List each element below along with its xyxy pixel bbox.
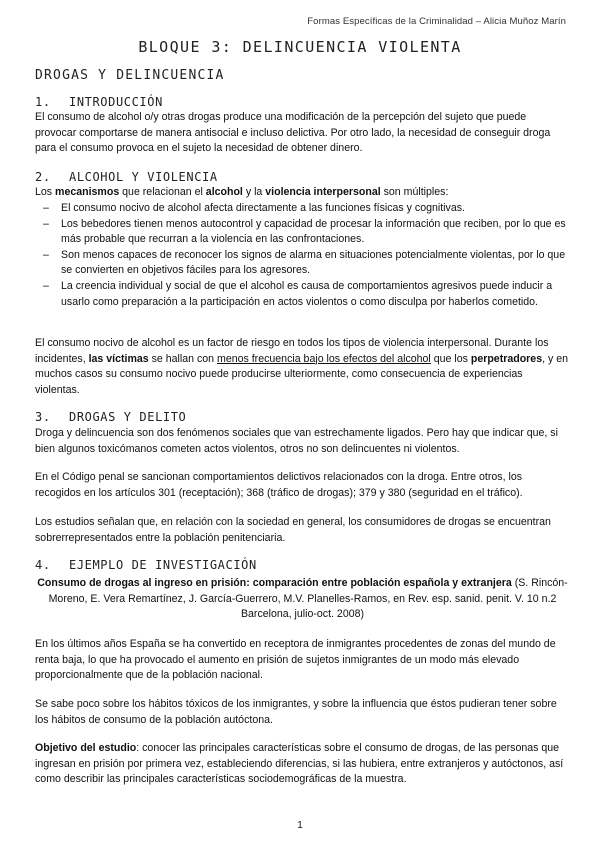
s4-paragraph-1: En los últimos años España se ha convertido en receptora de inmigrantes procedentes de zonas del mundo de renta baja, lo que ha provocado el aumento en prisión de sujetos inmigrantes de un modo más elevado proporcionalmente que de la población nacional. xyxy=(35,638,556,682)
s2-paragraph-2: El consumo nocivo de alcohol es un factor de riesgo en todos los tipos de violencia interpersonal. Durante los incidentes, las víctimas se hallan con menos frecuencia bajo los efectos del alcohol que los perpetradores, y en muchos casos su consumo nocivo puede producirse ulteriormente, como consecuencia de experiencias violentas. xyxy=(35,337,569,396)
list-item: – El consumo nocivo de alcohol afecta directamente a las funciones físicas y cognitivas. xyxy=(35,201,570,217)
section-number: 2. xyxy=(35,170,51,184)
s4-objective: Objetivo del estudio: conocer las principales características sobre el consumo de drogas, de las personas que ingresan en prisión por primera vez, estableciendo diferencias, si las hubiera, entre extranjeros y autóctonos, así como describir las principales características sociodemográficas de la muestra. xyxy=(35,742,564,786)
section-title: DROGAS Y DELITO xyxy=(69,410,187,424)
section-number: 4. xyxy=(35,558,51,572)
page-title: BLOQUE 3: DELINCUENCIA VIOLENTA xyxy=(138,38,462,56)
s2-intro: Los mecanismos que relacionan el alcohol y la violencia interpersonal son múltiples: xyxy=(35,186,449,198)
section-title: INTRODUCCIÓN xyxy=(69,95,163,109)
s3-paragraph-1: Droga y delincuencia son dos fenómenos sociales que van estrechamente ligados. Pero hay que indicar que, si bien algunos toxicómanos cometen actos violentos, otros no son delincuentes ni violentos. xyxy=(35,427,558,455)
s1-paragraph: El consumo de alcohol o/y otras drogas produce una modificación de la percepción del sujeto que puede provocar comportarse de manera antisocial e incluso delictiva. Por otro lado, la necesidad de conseguir droga para el consumo provoca en el sujeto la necesidad de obtener dinero. xyxy=(35,111,551,155)
running-header: Formas Específicas de la Criminalidad – Alicia Muñoz Marín xyxy=(307,16,566,27)
s2-list xyxy=(35,201,570,310)
list-item: – Los bebedores tienen menos autocontrol y capacidad de procesar la información que reciben, por lo que es más probable que recurran a la violencia en las confrontaciones. xyxy=(35,217,570,248)
page-number: 1 xyxy=(297,820,303,831)
section-number: 3. xyxy=(35,410,51,424)
study-reference: Consumo de drogas al ingreso en prisión: comparación entre población española y extranjera (S. Rincón-Moreno, E. Vera Remartínez, J. García-Guerrero, M.V. Planelles-Ramos, en Rev. esp. sanid. penit. V. 10 n.2 Barcelona, julio-oct. 2008) xyxy=(37,577,568,621)
section-2-heading xyxy=(35,170,218,184)
subtitle: DROGAS Y DELINCUENCIA xyxy=(35,68,225,83)
section-4-heading xyxy=(35,558,257,572)
s4-paragraph-2: Se sabe poco sobre los hábitos tóxicos de los inmigrantes, y sobre la influencia que éstos pudieran tener sobre los hábitos de consumo de la población autóctona. xyxy=(35,698,557,726)
section-number: 1. xyxy=(35,95,51,109)
s3-paragraph-2: En el Código penal se sancionan comportamientos delictivos relacionados con la droga. Entre otros, los recogidos en los artículos 301 (receptación); 368 (tráfico de drogas); 379 y 380 (seguridad en el tráfico). xyxy=(35,471,523,499)
s3-paragraph-3: Los estudios señalan que, en relación con la sociedad en general, los consumidores de drogas se encuentran sobrerrepresentados entre la población penitenciaria. xyxy=(35,516,551,544)
section-1-heading xyxy=(35,95,163,109)
list-item: – Son menos capaces de reconocer los signos de alarma en situaciones potencialmente violentas, por lo que se convierten en objetivos fáciles para los agresores. xyxy=(35,248,570,279)
section-title: ALCOHOL Y VIOLENCIA xyxy=(69,170,218,184)
list-item: – La creencia individual y social de que el alcohol es causa de comportamientos agresivos puede inducir a usarlo como preparación a la participación en actos violentos o como disculpa por haberlos cometido. xyxy=(35,279,570,310)
section-title: EJEMPLO DE INVESTIGACIÓN xyxy=(69,558,257,572)
section-3-heading xyxy=(35,410,186,424)
